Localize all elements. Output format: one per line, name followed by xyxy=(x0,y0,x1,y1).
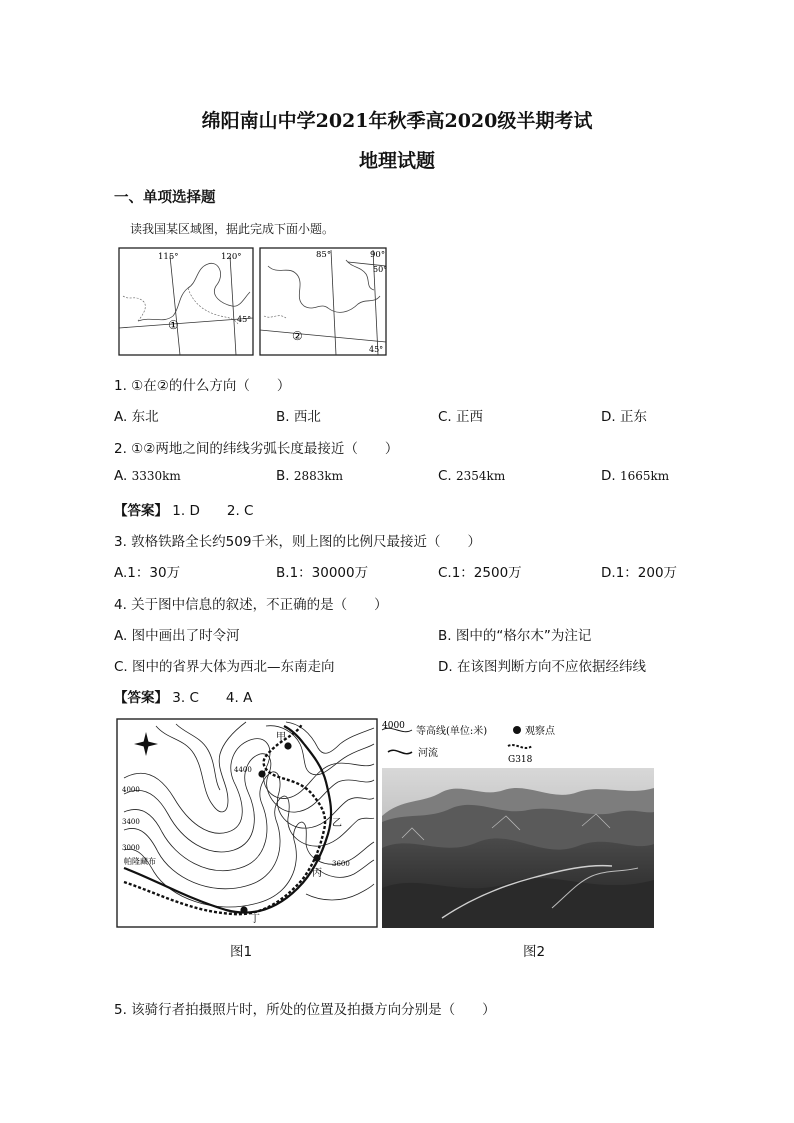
exam-title: 绵阳南山中学2021年秋季高2020级半期考试 xyxy=(201,110,593,132)
question-5-stem: 5. 该骑行者拍摄照片时，所处的位置及拍摄方向分别是（ ） xyxy=(114,1002,496,1018)
q2-option-b[interactable]: B. 2883km xyxy=(276,468,344,484)
question-3-stem: 3. 敦格铁路全长约509千米，则上图的比例尺最接近（ ） xyxy=(114,534,481,550)
label-ding: 丁 xyxy=(250,914,260,925)
contour-label-3000: 3000 xyxy=(122,844,140,852)
q1-option-c[interactable]: C. 正西 xyxy=(438,409,484,425)
legend-contour-label: 等高线(单位:米) xyxy=(416,726,488,737)
right-lat-bottom-label: 45° xyxy=(369,345,384,354)
observation-point-yi xyxy=(258,770,265,777)
question-1-stem: 1. ①在②的什么方向（ ） xyxy=(114,378,291,394)
label-yi: 乙 xyxy=(332,818,342,829)
q1-option-b[interactable]: B. 西北 xyxy=(276,409,321,425)
section-intro: 读我国某区域图，据此完成下面小题。 xyxy=(130,222,335,236)
q4-option-d[interactable]: D. 在该图判断方向不应依据经纬线 xyxy=(438,659,646,675)
label-bing: 丙 xyxy=(312,868,322,879)
contour-label-3600: 3600 xyxy=(332,860,350,868)
question-2-stem: 2. ①②两地之间的纬线劣弧长度最接近（ ） xyxy=(114,441,399,457)
q4-option-b[interactable]: B. 图中的“格尔木”为注记 xyxy=(438,628,592,644)
figure-2-photo xyxy=(382,768,654,928)
section-heading: 一、单项选择题 xyxy=(114,190,216,206)
right-lat-top-label: 50° xyxy=(373,265,388,274)
q3-option-b[interactable]: B.1：30000万 xyxy=(276,565,369,581)
left-lat-label: 45° xyxy=(237,315,252,324)
answer-2: 【答案】 3. C 4. A xyxy=(114,690,253,706)
map-right xyxy=(260,248,387,355)
exam-subtitle: 地理试题 xyxy=(358,150,435,172)
q3-option-c[interactable]: C.1：2500万 xyxy=(438,565,522,581)
label-jia: 甲 xyxy=(276,732,286,743)
observation-point-ding xyxy=(240,906,247,913)
contour-label-4400: 4400 xyxy=(234,766,252,774)
left-lon2-label: 120° xyxy=(221,252,242,262)
q1-option-a[interactable]: A. 东北 xyxy=(114,409,159,425)
figure-1-contour-map xyxy=(116,718,378,928)
region-maps xyxy=(118,246,390,358)
observation-point-bing xyxy=(313,854,320,861)
right-lon1-label: 85° xyxy=(316,250,332,260)
q4-option-a[interactable]: A. 图中画出了时令河 xyxy=(114,628,240,644)
contour-label-3400: 3400 xyxy=(122,818,140,826)
observation-point-jia xyxy=(284,742,291,749)
q2-option-d[interactable]: D. 1665km xyxy=(601,468,670,484)
q2-option-a[interactable]: A. 3330km xyxy=(114,468,181,484)
question-4-stem: 4. 关于图中信息的叙述，不正确的是（ ） xyxy=(114,597,388,613)
left-lon1-label: 115° xyxy=(158,252,179,262)
figure-2-caption: 图2 xyxy=(523,944,546,960)
q3-option-a[interactable]: A.1：30万 xyxy=(114,565,181,581)
q1-option-d[interactable]: D. 正东 xyxy=(601,409,647,425)
river-name-label: 帕隆藏布 xyxy=(124,857,156,866)
legend-point-label: 观察点 xyxy=(525,726,555,737)
right-lon2-label: 90° xyxy=(370,250,386,260)
figure-2-legend xyxy=(380,718,654,768)
legend-river-label: 河流 xyxy=(418,748,438,759)
legend-road-label: G318 xyxy=(508,755,533,765)
figure-1-caption: 图1 xyxy=(230,944,253,960)
legend-point-icon xyxy=(513,726,521,734)
contour-label-4000: 4000 xyxy=(122,786,140,794)
marker-2: ② xyxy=(292,329,303,343)
legend-contour-value: 4000 xyxy=(382,721,405,731)
q3-option-d[interactable]: D.1：200万 xyxy=(601,565,678,581)
map-left xyxy=(119,248,253,355)
q2-option-c[interactable]: C. 2354km xyxy=(438,468,506,484)
answer-1: 【答案】 1. D 2. C xyxy=(114,503,254,519)
q4-option-c[interactable]: C. 图中的省界大体为西北—东南走向 xyxy=(114,659,335,675)
marker-1: ① xyxy=(168,318,179,332)
